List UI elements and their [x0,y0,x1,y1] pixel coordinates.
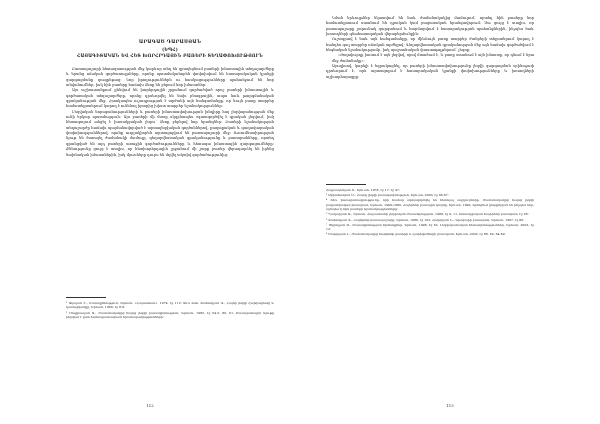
article-title: ՀԱՅԱԳԻՏԱԿԱՆ ԵՎ ՀԵՏ ԽՈՐՀՐԴԱՅԻՆ ԲԱՌԵՐԻ ՏԵՂԱՓՈԽՈՒԹՅՈՒՆ [77,53,263,58]
footnote: ⁸ Սարգսյան Լ., Ժամանակակից հայերենի բառերի և դարձվածների բառարան, Երևան, 2002, էջ 88, 62, 64-69: [326,232,506,237]
footnote: ² Սուքիասյան Ա., Ժամանակակից հայոց լեզվի բառագիտություն, Երևան, 1982, էջ 64-5, 80, 61, Բառարանային նյութը բերվում է ըստ համապատասխան հրատարակությունների: [66,310,274,320]
page-number: 112 [146,403,154,408]
paragraph: Բառապաշարի հետազոտության մեջ կարևոր տեղ են զբաղեցնում բառերի իմաստային տեղաշարժերը և նրանց ոճական գործառույթները, որոնք պատմականորեն փոփոխվում են հասարակական կյանքի զարգացմանը զուգընթաց: Նոր իրողություններն ու հասկացությունները պահանջում են նոր անվանումներ, իսկ հին բառերը հաճախ ձեռք են բերում նոր իմաստներ: [66,67,274,88]
paragraph: Այս աշխատանքում քննվում են խորհրդային շրջանում գործածված որոշ բառերի իմաստային և գործառական տեղաշարժերը, որոնք դրսևորվել են նախ բնագրային, ապա նաև թարգմանական գրականության մեջ: Հատկապես ուշադրության է արժանի այն հանգամանքը, որ նույն բառը տարբեր համատեքստերում կարող է ունենալ իրարից խիստ տարբեր նշանակություններ: [66,88,274,109]
right-footnotes [326,184,534,238]
author-name: ԱՐԱԳԱԾ ԴԱՐԱՍՅԱՆ [138,40,202,45]
footnote: ⁷ Մկրտչյան Ա., Բառագիտության հիմունքներ, Երևան, 1998, էջ 62, Լեզվաբանական հետազոտություններ, Երևան, 2002, էջ 12: [326,222,534,232]
footnote-rule [326,184,366,185]
left-body-text [66,67,274,158]
footnote: ⁵ Ղազարյան Ռ., Երևան, Հայաստանի լեզվական ժառանգություն, 1988, էջ 9, 11, Խոսակցական հայերենի բառարան, էջ 28: [326,212,529,217]
footnote: ⁶ Ջահուկյան Գ., Հայերենի բառապաշարը, Երևան, 1986, էջ 102, Հակոբյան Ն., Գրաբարի բառարան, Երևան, 1997, էջ 80: [326,217,525,222]
footnote: Հայրապետյան Տ., Երևան, 1978, էջ 17, էջ 47: [326,188,400,192]
article-heading [66,40,274,59]
author-affiliation: (ԵՊՀ) [162,47,178,52]
paragraph: Լեզվական նորաբանությունների և բառերի իմաստափոխության խնդիրը հայ լեզվաբանության մեջ ունի երկար պատմություն: Այս բառերի մի մասը սկզբնապես օգտագործվել է գրական լեզվում, իսկ հետագայում անցել է խոսակցական լեզու՝ ձեռք բերելով նոր երանգներ: Բառերի նշանակության տեղաշարժը հաճախ պայմանավորված է արտալեզվական գործոններով, քաղաքական և գաղափարական փոփոխություններով, որոնք ուղղակիորեն արտացոլվում են բառապաշարի մեջ: Ուսումնասիրության նյութ են ծառայել ժամանակի մամուլը, գեղարվեստական գրականությունը և բառարանները, որտեղ գրանցված են այդ բառերի առաջին գործածությունները և հետագա իմաստային զարգացումները: Քննությունը ցույց է տալիս, որ հետխորհրդային շրջանում մի շարք բառեր վերադարձել են իրենց նախնական իմաստներին, իսկ մյուսները դուրս են մղվել ակտիվ գործածությունից: [66,109,274,157]
right-page [300,0,600,424]
footnote: ³ Աբրահամյան Ս., Հայոց լեզվի բառակազմություն, Երևան, 2003, էջ 66-67: [326,193,449,198]
left-footnotes [66,297,274,320]
paragraph: Նման երևույթներ նկատվում են նաև ժամանակակից մամուլում, որտեղ հին բառերը նոր համատեքստում ստանում են դրական կամ բացասական երանգավորում: Սա ցույց է տալիս, որ բառապաշարը շարունակ զարգանում և հարմարվում է հասարակության պահանջներին, ինչպես նաև խոսողների գնահատողական վերաբերմունքին: [326,16,534,37]
right-body-text [326,16,534,80]
paragraph: Այսպիսով, կարելի է եզրակացնել, որ բառերի իմաստափոխությունը լեզվի զարգացման օրինաչափ դրսևորում է, որն արտացոլում է հասարակական կյանքի փոփոխությունները և խոսողների աշխարհայացքը: [326,64,534,79]
footnote: ¹ Աղայան Է., Բառաքննություն, Երևան, «Հայաստան», 1974, էջ 112: Տե՛ս նաև Ջահուկյան Գ., Հայոց լեզվի զարգացումը և կառուցվածքը, Երևան, 1969, էջ 8-9: [66,301,274,310]
page-number: 113 [446,403,454,408]
footnote-rule [66,297,106,298]
quote-paragraph: «Ժողովուրդը խոսում է այն լեզվով, որով մտածում է, և բառը ստանում է այն իմաստը, որ դնում է նրա մեջ ժամանակը»: [332,53,534,63]
footnote: ⁴ Տե՛ս բառարանագրությունը, որի համար օգտագործվել են հետևյալ աղբյուրները. Ժամանակակից հայոց լեզվի բացատրական բառարան, Երևան, 1969-1980, Հայերենի բառային կազմը, Երևան, 1990, որոնցում ընդգրկված են ինչպես նոր, այնպես էլ հին բառերի նշանակությունները: [326,198,534,212]
paragraph: Ուշագրավ է նաև այն հանգամանքը, որ միևնույն բառը տարբեր ժանրերի տեքստերում կարող է հանդես գալ տարբեր ոճական արժեքով: Գեղարվեստական գրականության մեջ այն հաճախ գործածվում է հեգնական նշանակությամբ, իսկ պաշտոնական փաստաթղթերում՝ չեզոք: [326,37,534,53]
